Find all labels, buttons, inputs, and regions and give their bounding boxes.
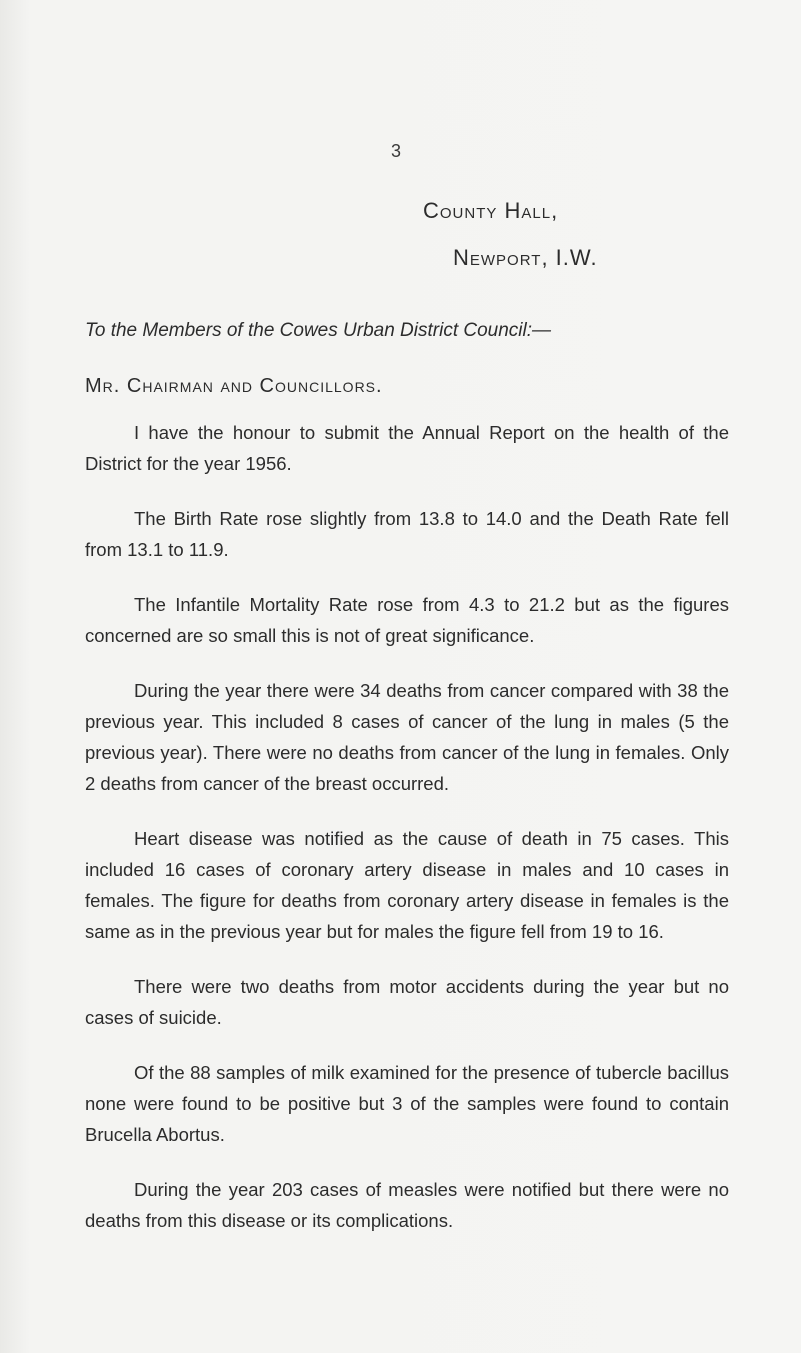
paragraph: During the year there were 34 deaths from cancer compared with 38 the previous year. This included 8 cases of cancer of the lung in males (5 the previous year). There were no deaths from cancer of the lung in females. Only 2 deaths from cancer of the breast occurred. [85, 680, 729, 794]
paragraph: The Infantile Mortality Rate rose from 4.3 to 21.2 but as the figures concerned are so small this is not of great significance. [85, 594, 729, 646]
addressee: Mr. Chairman and Councillors. [85, 375, 383, 397]
address-line-2: Newport, I.W. [453, 245, 598, 270]
report-body [85, 417, 729, 1260]
paragraph: Heart disease was notified as the cause of death in 75 cases. This included 16 cases of coronary artery disease in males and 10 cases in females. The figure for deaths from coronary artery disease in females is the same as in the previous year but for males the figure fell from 19 to 16. [85, 828, 729, 942]
paragraph: There were two deaths from motor accidents during the year but no cases of suicide. [85, 976, 729, 1028]
address-line-1: County Hall, [423, 198, 559, 223]
paragraph: The Birth Rate rose slightly from 13.8 to 14.0 and the Death Rate fell from 13.1 to 11.9. [85, 508, 729, 560]
salutation: To the Members of the Cowes Urban District Council:— [85, 320, 552, 341]
paragraph: I have the honour to submit the Annual Report on the health of the District for the year 1956. [85, 422, 729, 474]
paragraph: During the year 203 cases of measles were notified but there were no deaths from this disease or its complications. [85, 1179, 729, 1231]
paragraph: Of the 88 samples of milk examined for the presence of tubercle bacillus none were found to be positive but 3 of the samples were found to contain Brucella Abortus. [85, 1062, 729, 1145]
page-number: 3 [391, 141, 402, 161]
